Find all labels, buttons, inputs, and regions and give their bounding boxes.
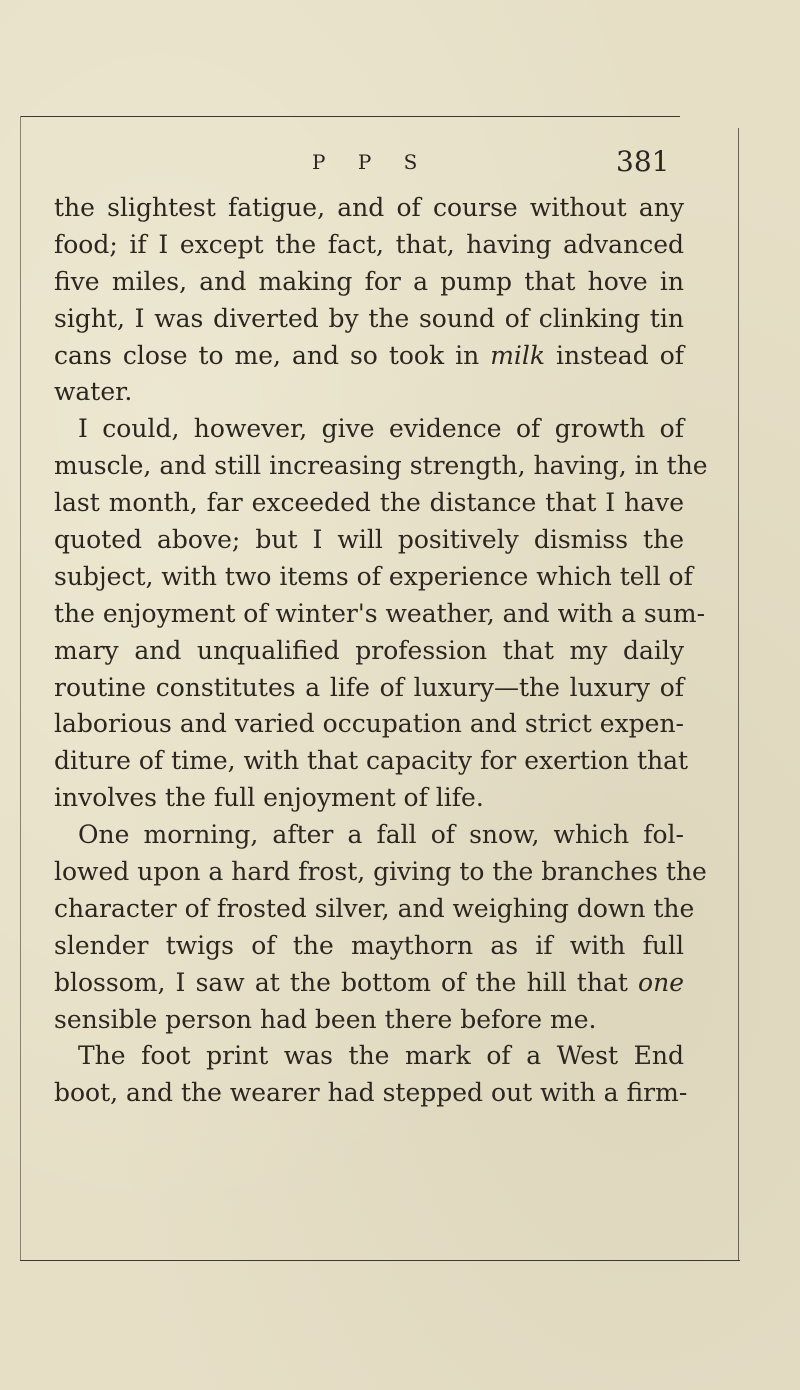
- text-line: lowed upon a hard frost, giving to the branches the: [54, 857, 707, 887]
- paragraph-end-line: involves the full enjoyment of life.: [54, 783, 484, 813]
- text-line: [54, 338, 684, 375]
- text-fragment: blossom, I saw at the bottom of the hill that: [54, 967, 639, 997]
- text-line: quoted above; but I will positively dismiss the: [54, 525, 684, 555]
- text-line: diture of time, with that capacity for exertion that: [54, 746, 689, 776]
- text-line: character of frosted silver, and weighing down the: [54, 893, 695, 923]
- text-fragment: cans close to me, and so took in: [54, 340, 491, 370]
- left-page-edge: [20, 116, 21, 1260]
- text-line: routine constitutes a life of luxury—the luxury of: [54, 672, 684, 702]
- text-line: the slightest fatigue, and of course without any: [54, 193, 684, 222]
- text-line: sight, I was diverted by the sound of clinking tin: [54, 303, 684, 333]
- body-text: [54, 190, 708, 1112]
- text-line: slender twigs of the maythorn as if with full: [54, 930, 684, 960]
- italic-word: one: [638, 967, 684, 997]
- top-rule: [20, 116, 680, 117]
- paragraph-end-line: sensible person had been there before me.: [54, 1004, 597, 1034]
- page-number: 381: [616, 145, 670, 178]
- text-line: food; if I except the fact, that, having advanced: [54, 229, 684, 259]
- paragraph-start-line: I could, however, give evidence of growth of: [78, 414, 684, 444]
- text-line: muscle, and still increasing strength, having, in the: [54, 451, 708, 481]
- text-line: mary and unqualified profession that my daily: [54, 635, 684, 665]
- paragraph-end-line: water.: [54, 377, 133, 407]
- text-line: boot, and the wearer had stepped out with a firm-: [54, 1078, 688, 1108]
- running-head: P P S: [312, 150, 431, 174]
- text-line: laborious and varied occupation and strict expen-: [54, 709, 684, 739]
- text-line: five miles, and making for a pump that hove in: [54, 266, 684, 296]
- bottom-rule: [20, 1260, 740, 1261]
- text-line: last month, far exceeded the distance that I have: [54, 488, 684, 518]
- text-line: the enjoyment of winter's weather, and with a sum-: [54, 598, 706, 628]
- text-line: subject, with two items of experience which tell of: [54, 561, 693, 591]
- paragraph-start-line: The foot print was the mark of a West End: [78, 1041, 684, 1071]
- right-page-edge: [738, 128, 739, 1260]
- text-line: [54, 965, 684, 1002]
- text-fragment: instead of: [545, 340, 685, 370]
- paragraph-start-line: One morning, after a fall of snow, which fol-: [78, 820, 684, 850]
- italic-word: milk: [490, 340, 546, 370]
